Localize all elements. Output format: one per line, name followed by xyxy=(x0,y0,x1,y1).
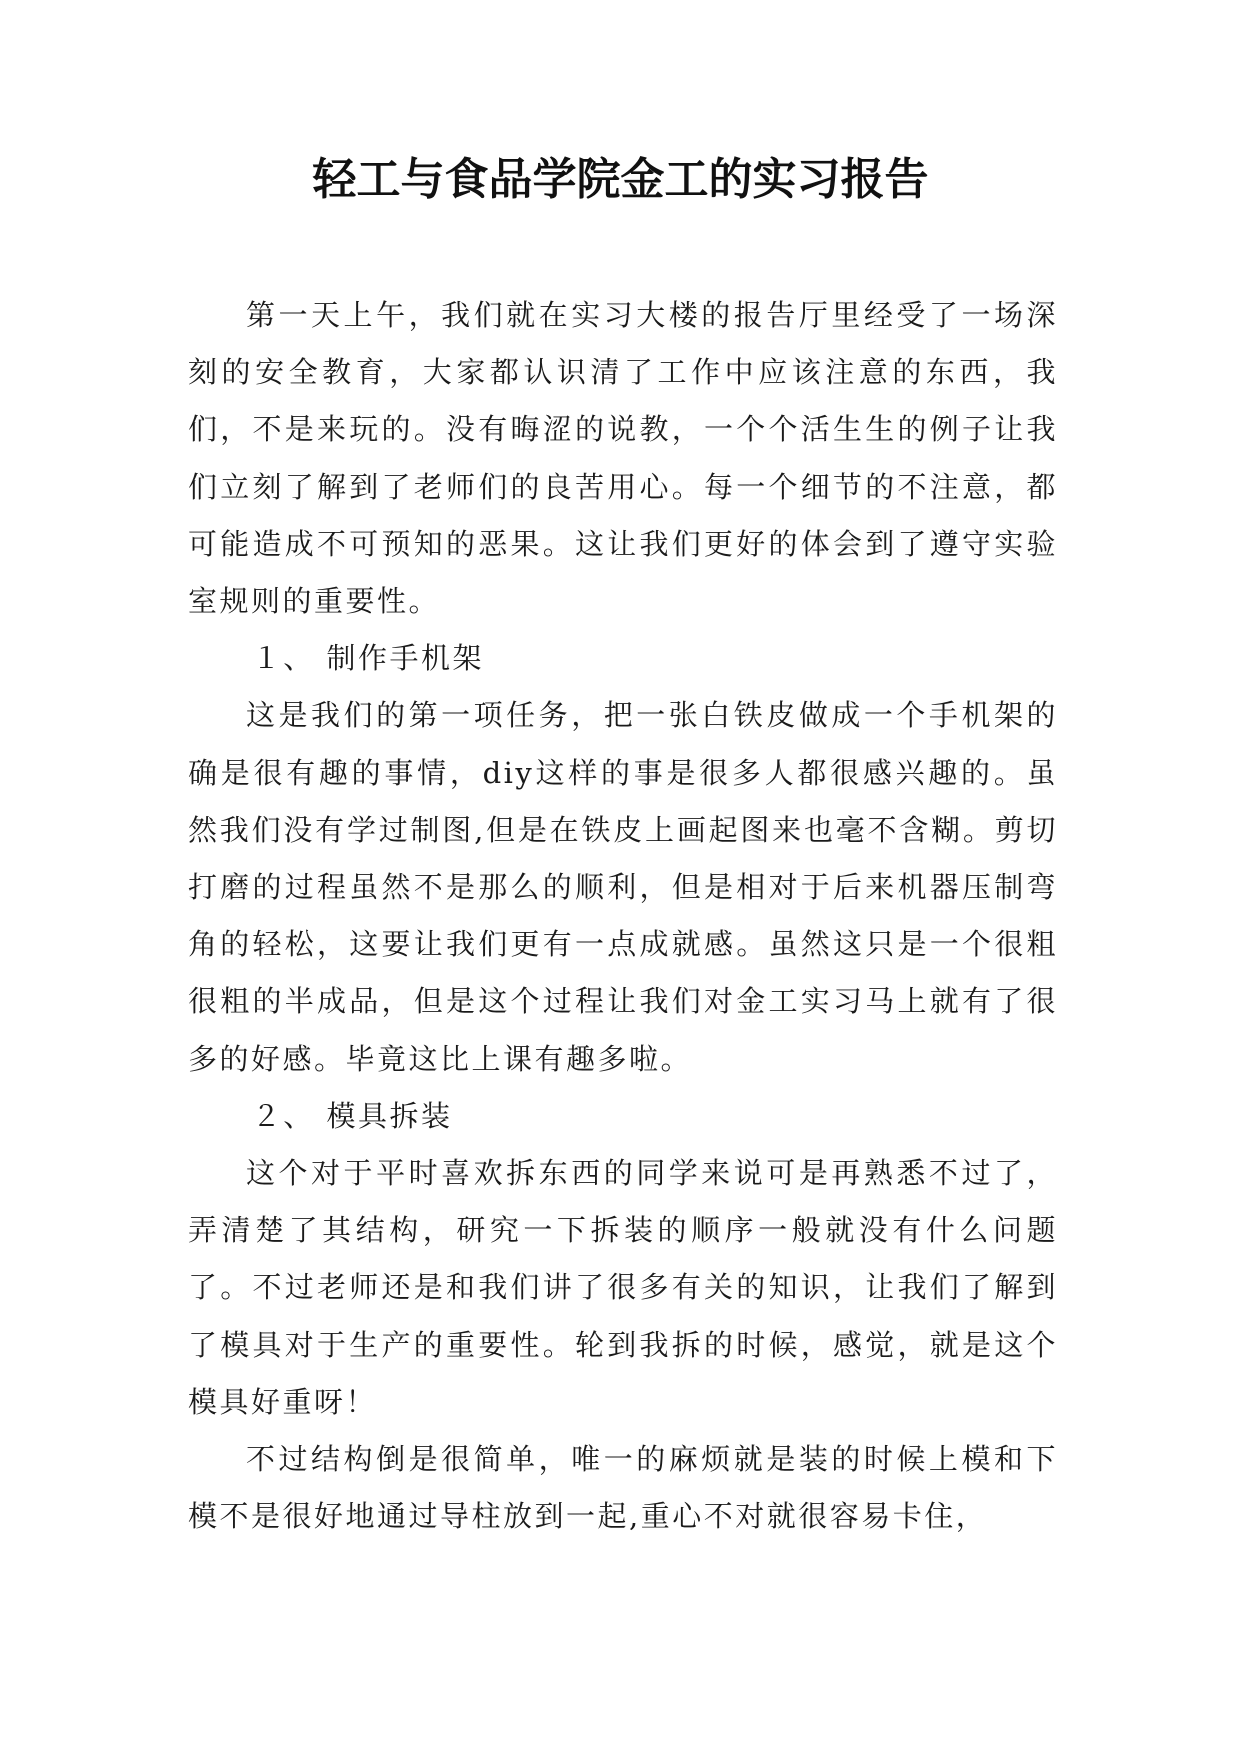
paragraph-intro: 第一天上午，我们就在实习大楼的报告厅里经受了一场深刻的安全教育，大家都认识清了工作中应该注意的东西，我们，不是来玩的。没有晦涩的说教，一个个活生生的例子让我们立刻了解到了老师们的良苦用心。每一个细节的不注意，都可能造成不可预知的恶果。这让我们更好的体会到了遵守实验室规则的重要性。 xyxy=(188,298,1058,619)
document-title: 轻工与食品学院金工的实习报告 xyxy=(312,154,929,205)
section-heading-1: １、 制作手机架 xyxy=(251,641,485,676)
paragraph-mold-structure: 不过结构倒是很简单，唯一的麻烦就是装的时候上模和下模不是很好地通过导柱放到一起,重心不对就很容易卡住， xyxy=(188,1442,1058,1534)
section-heading-2: ２、 模具拆装 xyxy=(251,1098,453,1133)
document-body xyxy=(188,287,1058,1545)
paragraph-phone-stand: 这是我们的第一项任务，把一张白铁皮做成一个手机架的确是很有趣的事情，diy这样的事是很多人都很感兴趣的。虽然我们没有学过制图,但是在铁皮上画起图来也毫不含糊。剪切打磨的过程虽然不是那么的顺利，但是相对于后来机器压制弯角的轻松，这要让我们更有一点成就感。虽然这只是一个很粗很粗的半成品，但是这个过程让我们对金工实习马上就有了很多的好感。毕竟这比上课有趣多啦。 xyxy=(188,698,1058,1076)
paragraph-mold-disassembly: 这个对于平时喜欢拆东西的同学来说可是再熟悉不过了，弄清楚了其结构，研究一下拆装的顺序一般就没有什么问题了。不过老师还是和我们讲了很多有关的知识，让我们了解到了模具对于生产的重要性。轮到我拆的时候，感觉，就是这个模具好重呀！ xyxy=(188,1156,1058,1419)
